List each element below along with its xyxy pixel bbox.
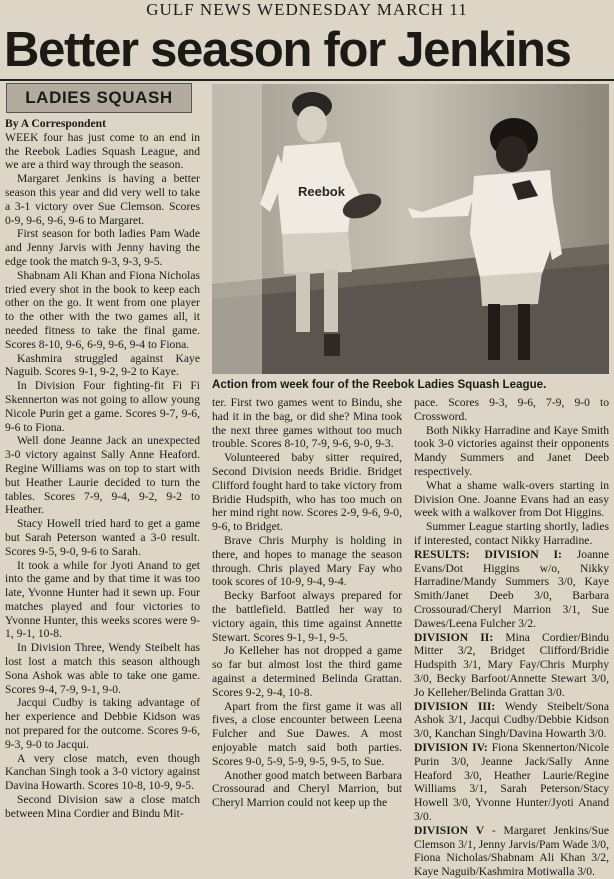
paragraph: Second Division saw a close match between Mina Cordier and Bindu Mit-: [5, 793, 200, 820]
results-heading: RESULTS: DIVISION I:: [414, 547, 562, 561]
results-division-4: [414, 741, 609, 824]
results-division-3: [414, 700, 609, 741]
newspaper-masthead: GULF NEWS WEDNESDAY MARCH 11: [146, 0, 468, 19]
paragraph: Kashmira struggled against Kaye Naguib. Scores 9-1, 9-2, 9-2 to Kaye.: [5, 351, 200, 379]
paragraph: Both Nikky Harradine and Kaye Smith took 3-0 victories against their opponents Mandy Summers and Janet Deeb respectively.: [414, 423, 609, 478]
paragraph: ter. First two games went to Bindu, she had it in the bag, or did she? Mina took the next three games without too much trouble. Scores 8-10, 7-9, 9-6, 9-0, 9-3.: [212, 396, 402, 451]
results-heading: DIVISION IV:: [414, 740, 488, 754]
headline: Better season for Jenkins: [4, 23, 571, 77]
paragraph: Well done Jeanne Jack an unexpected 3-0 victory against Sally Anne Heaford. Regine Williams was on top to start with but Heather Laurie decided to turn the tables. Scores 7-9, 9-4, 9-2, 9-2 to Heather.: [5, 434, 200, 517]
paragraph: Becky Barfoot always prepared for the battlefield. Battled her way to victory again, this time against Annette Stewart. Scores 9-1, 9-1, 9-5.: [212, 589, 402, 644]
paragraph: Brave Chris Murphy is holding in there, and hopes to manage the season through. Chris played Mary Fay who took scores of 10-9, 9-4, 9-4.: [212, 533, 402, 589]
paragraph: First season for both ladies Pam Wade and Jenny Jarvis with Jenny having the edge took the match 9-3, 9-3, 9-5.: [5, 227, 200, 268]
paragraph: A very close match, even though Kanchan Singh took a 3-0 victory against Davina Howarth. Scores 10-8, 10-9, 9-5.: [5, 751, 200, 793]
results-heading: DIVISION V: [414, 823, 485, 837]
paragraph: WEEK four has just come to an end in the Reebok Ladies Squash League, and we are a third way through the season.: [5, 130, 200, 172]
paragraph: Shabnam Ali Khan and Fiona Nicholas tried every shot in the book to keep each other on the go. It went from one player to the other with the two games all, it needed fitness to take the final game. Scores 8-10, 9-6, 6-9, 9-6, 9-4 to Fiona.: [5, 268, 200, 351]
results-text: Joanne Evans/Dot Higgins w/o, Nikky Harradine/Mandy Summers 3/0, Kaye Smith/Janet Deeb 3/0, Barbara Crossourad/Cheryl Marrion 3/1, Sue Dawes/Leena Fulcher 3/2.: [414, 547, 609, 630]
paragraph: Apart from the first game it was all fives, a close encounter between Leena Fulcher and Sue Dawes. A most enjoyable match said both parties. Scores 9-0, 5-9, 5-9, 9-5, 9-5, to Sue.: [212, 699, 402, 768]
paragraph: Volunteered baby sitter required, Second Division needs Bridie. Bridget Clifford fought hard to take victory from Bridie Hudspith, who has too much on her mind right now. Scores 2-9, 9-6, 9-0, 9-6, to Bridget.: [212, 451, 402, 534]
results-division-1: [414, 548, 609, 631]
article-column-1: [5, 117, 200, 820]
results-heading: DIVISION II:: [414, 630, 494, 644]
article-column-3: [414, 396, 610, 879]
results-text: Fiona Skennerton/Nicole Purin 3/0, Jeanne Jack/Sally Anne Heaford 3/0, Heather Laurie/Regine Williams 3/1, Sarah Peterson/Stacy Howell 3/0, Yvonne Hunter/Jyoti Anand 3/0.: [414, 740, 610, 823]
results-text: Wendy Steibelt/Sona Ashok 3/1, Jacqui Cudby/Debbie Kidson 3/0, Kanchan Singh/Davina Howarth 3/0.: [414, 699, 610, 741]
paragraph: pace. Scores 9-3, 9-6, 7-9, 9-0 to Crossword.: [414, 396, 609, 423]
section-label: LADIES SQUASH: [6, 83, 192, 113]
shirt-logo: Reebok: [298, 184, 345, 199]
paragraph: Summer League starting shortly, ladies if interested, contact Nikky Harradine.: [414, 520, 609, 547]
paragraph: Margaret Jenkins is having a better season this year and did very well to take a 3-1 victory over Sue Clemson. Scores 0-9, 9-6, 9-6, 9-6 to Margaret.: [5, 172, 200, 227]
paragraph: Stacy Howell tried hard to get a game but Sarah Peterson wanted a 3-0 result. Scores 9-5, 9-0, 9-6 to Sarah.: [5, 517, 200, 558]
divider: [0, 79, 614, 81]
paragraph: In Division Three, Wendy Steibelt has lost lost a match this season although Sona Ashok was able to take one game. Scores 9-4, 7-9, 9-1, 9-0.: [5, 641, 200, 696]
paragraph: What a shame walk-overs starting in Division One. Joanne Evans had an easy week with a walkover from Dot Higgins.: [414, 478, 609, 520]
paragraph: It took a while for Jyoti Anand to get into the game and by that time it was too late, Yvonne Hunter had it sewn up. Four matches played and four victories to Yvonne Hunter, this weeks scores were 9-1, 9-1, 10-8.: [5, 558, 200, 641]
article-column-2: [212, 396, 402, 810]
paragraph: Another good match between Barbara Crossourad and Cheryl Marrion, but Cheryl Marrion could not keep up the: [212, 768, 402, 810]
results-heading: DIVISION III:: [414, 699, 496, 713]
photo-squash-players: [212, 84, 609, 374]
results-division-5: [414, 824, 609, 879]
paragraph: Jacqui Cudby is taking advantage of her experience and Debbie Kidson was not prepared for the outcome. Scores 9-6, 9-3, 9-0 to Jacqui.: [5, 696, 200, 751]
results-division-2: [414, 631, 609, 700]
photo-illustration: [212, 84, 609, 374]
photo-caption: Action from week four of the Reebok Ladies Squash League.: [212, 378, 547, 391]
results-text: - Margaret Jenkins/Sue Clemson 3/1, Jenny Jarvis/Pam Wade 3/0, Fiona Nicholas/Shabnam Ali Khan 3/2, Kaye Naguib/Kashmira Motiwalla 3/0.: [414, 823, 609, 879]
paragraph: In Division Four fighting-fit Fi Fi Skennerton was not going to allow young Nicole Purin get a game. Scores 9-7, 9-6, 9-6 to Fiona.: [5, 379, 200, 434]
results-text: Mina Cordier/Bindu Mitter 3/2, Bridget Clifford/Bridie Hudspith 3/1, Mary Fay/Chris Murphy 3/0, Becky Barfoot/Annette Stewart 3/0, Jo Kelleher/Belinda Grattan 3/0.: [414, 630, 609, 699]
paragraph: Jo Kelleher has not dropped a game so far but almost lost the third game against a determined Belinda Grattan. Scores 9-2, 9-4, 10-8.: [212, 644, 402, 699]
byline: By A Correspondent: [5, 117, 106, 130]
